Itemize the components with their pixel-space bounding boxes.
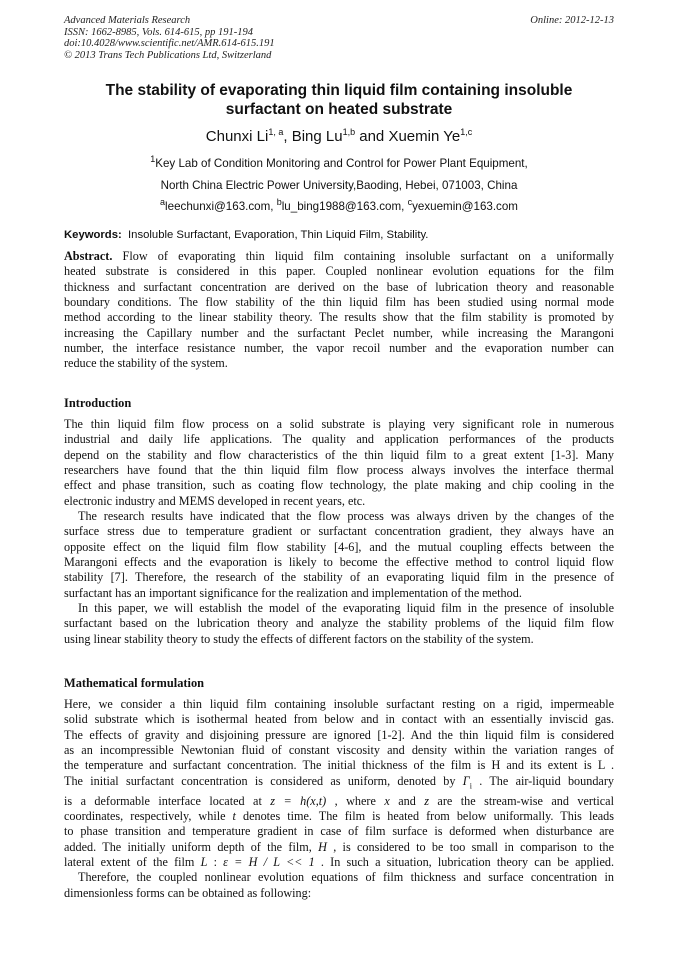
body-line: [64, 840, 614, 855]
journal-name: Advanced Materials Research: [64, 15, 191, 26]
paper-title: [64, 81, 614, 119]
equation-interface: z = h(x,t): [270, 793, 327, 808]
body-line: electronic industry and MEMS developed in recent years, etc.: [64, 493, 366, 508]
text-run: and: [389, 793, 425, 808]
body-line: The effects of gravity and disjoining pressure are ignored [1-2]. And the thin liquid film is considered: [64, 727, 614, 742]
text-run: , is considered to be too small in comparison to the: [326, 839, 614, 854]
body-line: industrial and daily life applications. The quality and application performances of the products: [64, 432, 614, 447]
text-run: coordinates, respectively, while: [64, 808, 233, 823]
author-affil-mark: 1, a: [268, 127, 284, 137]
text-run: denotes time. The film is heated from below uniformally. This leads: [235, 808, 614, 823]
online-date: Online: 2012-12-13: [530, 15, 614, 26]
title-line-1: The stability of evaporating thin liquid film containing insoluble: [105, 82, 573, 99]
text-run: . The air-liquid boundary: [471, 773, 614, 788]
doi-line[interactable]: doi:10.4028/www.scientific.net/AMR.614-615.191: [64, 38, 275, 49]
copyright-line: © 2013 Trans Tech Publications Ltd, Switzerland: [64, 49, 272, 61]
math-formulation-body: [64, 697, 614, 901]
body-line: surfactant has an important significance for the realization and implementation of the method.: [64, 585, 522, 600]
email-address[interactable]: yexuemin@163.com: [412, 200, 518, 213]
body-line: using linear stability theory to study the effects of different factors on the stability of the system.: [64, 631, 534, 646]
symbol-t: t: [232, 808, 236, 823]
body-line: The thin liquid film flow process on a solid substrate is playing very significant role in numerous: [64, 417, 614, 431]
text-run: added. The initially uniform depth of the film,: [64, 839, 319, 854]
author-name: Chunxi Li: [205, 128, 269, 145]
abstract-line: heated substrate is considered in this paper. Coupled nonlinear evolution equations for the film: [64, 264, 614, 279]
body-line: Therefore, the coupled nonlinear evolution equations of film thickness and surface concentration in: [78, 870, 614, 885]
abstract-text: Flow of evaporating thin liquid film containing insoluble surfactant on a uniformally: [112, 249, 614, 263]
body-line: as an incompressible Newtonian fluid of constant viscosity and density within the variation ranges of: [64, 743, 614, 758]
text-run: lateral extent of the film: [64, 854, 201, 869]
email-mark: a: [160, 197, 166, 208]
journal-header: [64, 15, 484, 61]
affiliation-line-2: North China Electric Power University,Baoding, Hebei, 071003, China: [160, 179, 518, 192]
body-line: [64, 794, 614, 809]
abstract-line: reduce the stability of the system.: [64, 356, 228, 371]
abstract-label: Abstract.: [64, 249, 113, 263]
abstract: [64, 249, 614, 372]
body-line: Marangoni effects and the evaporation is likely to become the effective method to control liquid flow: [64, 555, 614, 570]
text-run: . In such a situation, lubrication theory can be applied.: [314, 854, 614, 869]
text-run: are the stream-wise and vertical: [428, 793, 614, 808]
author-list: [64, 127, 614, 146]
body-line: effect and phase transition, such as coating flow technology, the plate making and chip cooling in the: [64, 478, 614, 493]
abstract-line: increasing the Capillary number and the surfactant Peclet number, while increasing the Marangoni: [64, 325, 614, 340]
symbol-gamma: Γ: [462, 773, 470, 788]
section-heading-introduction: Introduction: [64, 396, 132, 410]
author-affil-mark: 1,b: [342, 127, 356, 137]
abstract-line: thickness and surfactant concentration are derived on the base of lubrication theory and reasonable: [64, 279, 614, 294]
symbol-x: x: [384, 793, 390, 808]
symbol-L: L: [200, 854, 208, 869]
body-line: the temperature and surfactant concentration. The initial thickness of the film is H and its extent is L .: [64, 758, 614, 773]
body-line: solid substrate which is isothermal heated from below and in contact with an essentially inviscid gas.: [64, 712, 614, 727]
email-address[interactable]: leechunxi@163.com,: [165, 200, 277, 213]
email-address[interactable]: lu_bing1988@163.com,: [281, 200, 408, 213]
body-line: Here, we consider a thin liquid film containing insoluble surfactant resting on a rigid, impermeable: [64, 697, 614, 711]
affil-mark: 1: [150, 154, 156, 165]
email-line: [64, 199, 614, 214]
affiliation-line-1: [64, 156, 614, 171]
affiliation-text: Key Lab of Condition Monitoring and Control for Power Plant Equipment,: [155, 157, 528, 170]
symbol-H: H: [318, 839, 327, 854]
keywords-label: Keywords:: [64, 229, 122, 241]
author-affil-mark: 1,c: [460, 127, 473, 137]
issn-line: ISSN: 1662-8985, Vols. 614-615, pp 191-194: [64, 26, 253, 38]
body-line: stability [7]. Therefore, the research of the stability of an evaporating liquid film in the presence of: [64, 570, 614, 585]
body-line: [64, 855, 614, 870]
email-mark: b: [276, 197, 282, 208]
body-line: The research results have indicated that the flow process was always driven by the changes of the: [78, 509, 614, 524]
symbol-z: z: [424, 793, 429, 808]
abstract-line: number, the interface resistance number, the vapor recoil number and the evaporation number can: [64, 341, 614, 356]
abstract-line: [64, 249, 614, 264]
text-run: , where: [326, 793, 385, 808]
text-run: The initial surfactant concentration is considered as uniform, denoted by: [64, 773, 463, 788]
author-name: Xuemin Ye: [388, 128, 461, 145]
body-line: depend on the stability and flow characteristics of the thin liquid film to a great extent [1-3]. Many: [64, 447, 614, 462]
body-line: researchers have found that the thin liquid film flow process always involves the interface thermal: [64, 463, 614, 478]
email-mark: c: [407, 197, 413, 208]
title-line-2: surfactant on heated substrate: [225, 101, 453, 118]
symbol-subscript: i: [469, 781, 472, 791]
keywords: [64, 228, 616, 243]
body-line: [64, 774, 614, 794]
author-separator: and: [355, 128, 389, 145]
section-heading-math: Mathematical formulation: [64, 676, 205, 690]
body-line: surfactant based on the lubrication theory and analyze the stability problems of the liquid film flow: [64, 616, 614, 631]
abstract-line: boundary conditions. The flow stability of the thin liquid film has been studied using normal mode: [64, 295, 614, 310]
introduction-body: [64, 417, 614, 647]
body-line: dimensionless forms can be obtained as following:: [64, 885, 312, 900]
abstract-line: method according to the linear stability theory. The results show that the film stability is promoted by: [64, 310, 614, 325]
text-run: :: [207, 854, 224, 869]
body-line: to phase transition and temperature gradient in case of film surface is deformed when disturbance are: [64, 824, 614, 839]
author-separator: ,: [283, 128, 292, 145]
body-line: surface stress due to temperature gradient or surfactant concentration gradient, they always have an: [64, 524, 614, 539]
body-line: [64, 809, 614, 824]
body-line: opposite effect on the liquid film flow stability [4-6], and the mutual coupling effects between the: [64, 539, 614, 554]
author-name: Bing Lu: [291, 128, 343, 145]
equation-epsilon: ε = H / L << 1: [223, 854, 315, 869]
text-run: is a deformable interface located at: [64, 793, 271, 808]
body-line: In this paper, we will establish the model of the evaporating liquid film in the presence of insoluble: [78, 601, 614, 616]
keywords-text: Insoluble Surfactant, Evaporation, Thin Liquid Film, Stability.: [128, 229, 429, 241]
